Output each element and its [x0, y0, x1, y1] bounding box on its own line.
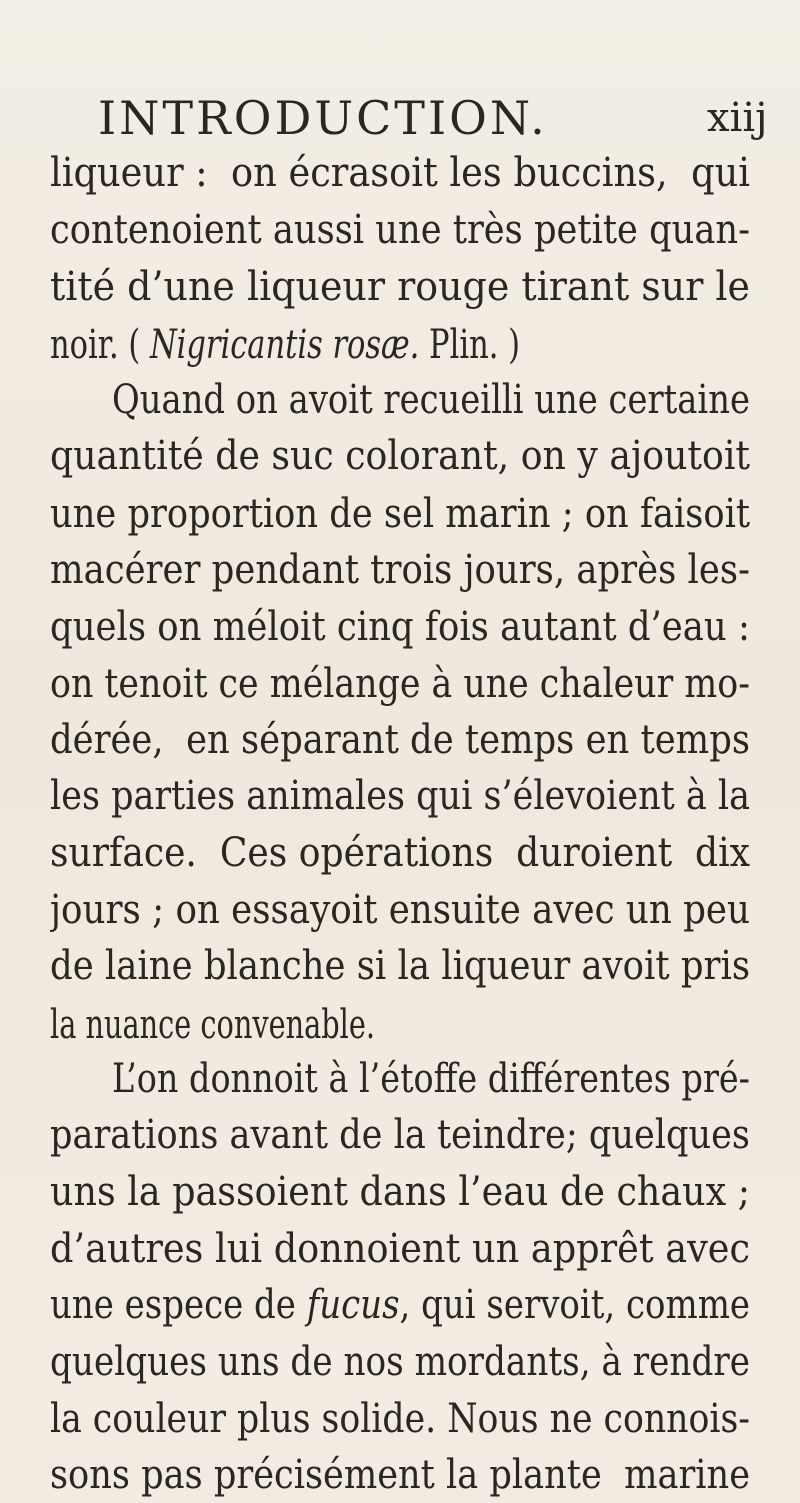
- page-number: xiij: [707, 95, 768, 141]
- text-line: [50, 428, 750, 484]
- text-line: [50, 656, 750, 712]
- text-line: [112, 372, 750, 428]
- text-line: [50, 145, 750, 201]
- text-line: [50, 882, 750, 938]
- text-line: [50, 768, 750, 824]
- text-segment: quels on méloit cinq fois autant d’eau :: [50, 604, 750, 650]
- text-line: [50, 1277, 750, 1333]
- text-line: [50, 542, 750, 598]
- text-line: [50, 259, 750, 315]
- text-line: [50, 712, 750, 768]
- text-segment: Plin. ): [419, 322, 520, 368]
- text-segment: d’autres lui donnoient un apprêt avec: [50, 1226, 750, 1272]
- text-line: [50, 1221, 750, 1277]
- text-segment: tité d’une liqueur rouge tirant sur le: [50, 264, 750, 310]
- text-line: [112, 1051, 750, 1107]
- running-head: [0, 88, 800, 148]
- text-segment: une espece de: [50, 1282, 307, 1328]
- text-line: [50, 1164, 750, 1220]
- text-segment: contenoient aussi une très petite quan-: [50, 207, 750, 253]
- italic-text: Nigricantis rosæ.: [149, 322, 420, 368]
- text-segment: la couleur plus solide. Nous ne connois-: [50, 1396, 750, 1442]
- text-line: [50, 825, 750, 881]
- text-segment: dérée, en séparant de temps en temps: [50, 717, 750, 763]
- text-segment: surface. Ces opérations duroient dix: [50, 830, 750, 876]
- text-segment: , qui servoit, comme: [399, 1282, 750, 1328]
- text-segment: L’on donnoit à l’étoffe différentes pré-: [112, 1056, 750, 1102]
- text-line: [50, 599, 750, 655]
- text-segment: noir. (: [50, 322, 150, 368]
- text-segment: de laine blanche si la liqueur avoit pris: [50, 943, 750, 989]
- text-line: [50, 997, 375, 1053]
- text-segment: quelques uns de nos mordants, à rendre: [50, 1339, 750, 1385]
- text-line: [50, 1391, 750, 1447]
- text-segment: la nuance convenable.: [50, 1002, 375, 1048]
- running-title: INTRODUCTION.: [98, 91, 548, 145]
- text-segment: macérer pendant trois jours, après les-: [50, 547, 750, 593]
- text-segment: sons pas précisément la plante marine: [50, 1452, 750, 1498]
- text-segment: jours ; on essayoit ensuite avec un peu: [50, 887, 750, 933]
- text-segment: parations avant de la teindre; quelques: [50, 1112, 750, 1158]
- text-line: [50, 1447, 750, 1503]
- text-line: [50, 317, 520, 373]
- text-segment: on tenoit ce mélange à une chaleur mo-: [50, 661, 750, 707]
- text-line: [50, 1107, 750, 1163]
- text-segment: une proportion de sel marin ; on faisoit: [50, 491, 750, 537]
- text-line: [50, 938, 750, 994]
- text-line: [50, 1334, 750, 1390]
- text-line: [50, 486, 750, 542]
- text-segment: liqueur : on écrasoit les buccins, qui: [50, 150, 750, 196]
- text-line: [50, 202, 750, 258]
- text-segment: les parties animales qui s’élevoient à la: [50, 773, 750, 819]
- text-segment: quantité de suc colorant, on y ajoutoit: [50, 433, 750, 479]
- text-segment: Quand on avoit recueilli une certaine: [112, 377, 750, 423]
- italic-text: fucus: [306, 1282, 400, 1328]
- text-segment: uns la passoient dans l’eau de chaux ;: [50, 1169, 750, 1215]
